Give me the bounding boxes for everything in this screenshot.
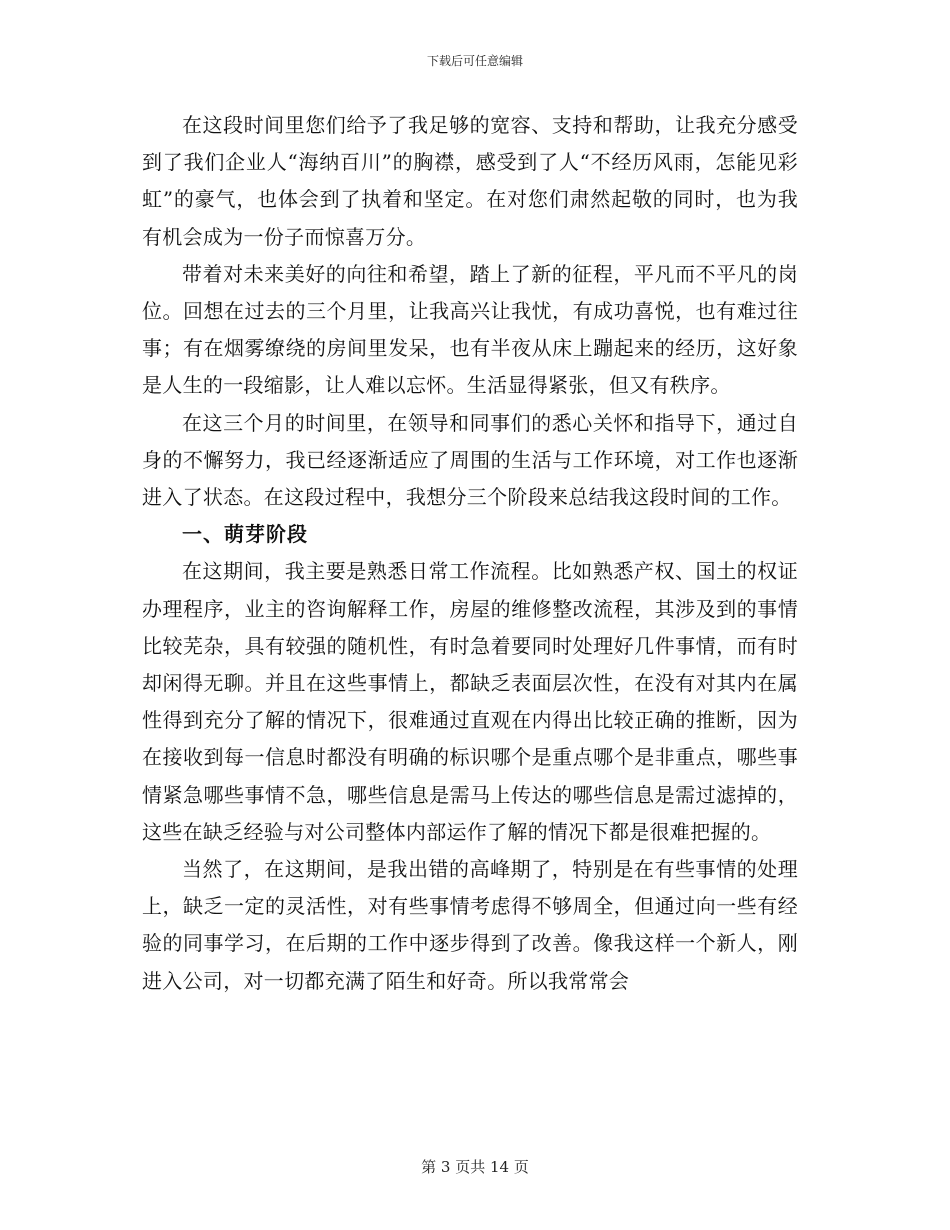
paragraph-3: 在这三个月的时间里，在领导和同事们的悉心关怀和指导下，通过自身的不懈努力，我已经逐渐适应了周围的生活与工作环境，对工作也逐渐进入了状态。在这段过程中，我想分三个阶段来总结我这段时间的工作。 bbox=[142, 410, 798, 510]
document-body bbox=[142, 107, 798, 1000]
page-footer: 第 3 页共 14 页 bbox=[421, 1158, 529, 1176]
paragraph-1: 在这段时间里您们给予了我足够的宽容、支持和帮助，让我充分感受到了我们企业人“海纳百川”的胸襟，感受到了人“不经历风雨，怎能见彩虹”的豪气，也体会到了执着和坚定。在对您们肃然起敬的同时，也为我有机会成为一份子而惊喜万分。 bbox=[142, 113, 798, 249]
section-paragraph-1: 在这期间，我主要是熟悉日常工作流程。比如熟悉产权、国土的权证办理程序，业主的咨询解释工作，房屋的维修整改流程，其涉及到的事情比较芜杂，具有较强的随机性，有时急着要同时处理好几件事情，而有时却闲得无聊。并且在这些事情上，都缺乏表面层次性，在没有对其内在属性得到充分了解的情况下，很难通过直观在内得出比较正确的推断，因为在接收到每一信息时都没有明确的标识哪个是重点哪个是非重点，哪些事情紧急哪些事情不急，哪些信息是需马上传达的哪些信息是需过滤掉的，这些在缺乏经验与对公司整体内部运作了解的情况下都是很难把握的。 bbox=[142, 559, 798, 844]
section-heading: 一、萌芽阶段 bbox=[182, 522, 308, 547]
section-paragraph-2: 当然了，在这期间，是我出错的高峰期了，特别是在有些事情的处理上，缺乏一定的灵活性，对有些事情考虑得不够周全，但通过向一些有经验的同事学习，在后期的工作中逐步得到了改善。像我这样一个新人，刚进入公司，对一切都充满了陌生和好奇。所以我常常会 bbox=[142, 857, 798, 993]
page-header: 下载后可任意编辑 bbox=[426, 54, 523, 68]
paragraph-2: 带着对未来美好的向往和希望，踏上了新的征程，平凡而不平凡的岗位。回想在过去的三个月里，让我高兴让我忧，有成功喜悦，也有难过往事；有在烟雾缭绕的房间里发呆，也有半夜从床上蹦起来的经历，这好象是人生的一段缩影，让人难以忘怀。生活显得紧张，但又有秩序。 bbox=[142, 261, 798, 398]
